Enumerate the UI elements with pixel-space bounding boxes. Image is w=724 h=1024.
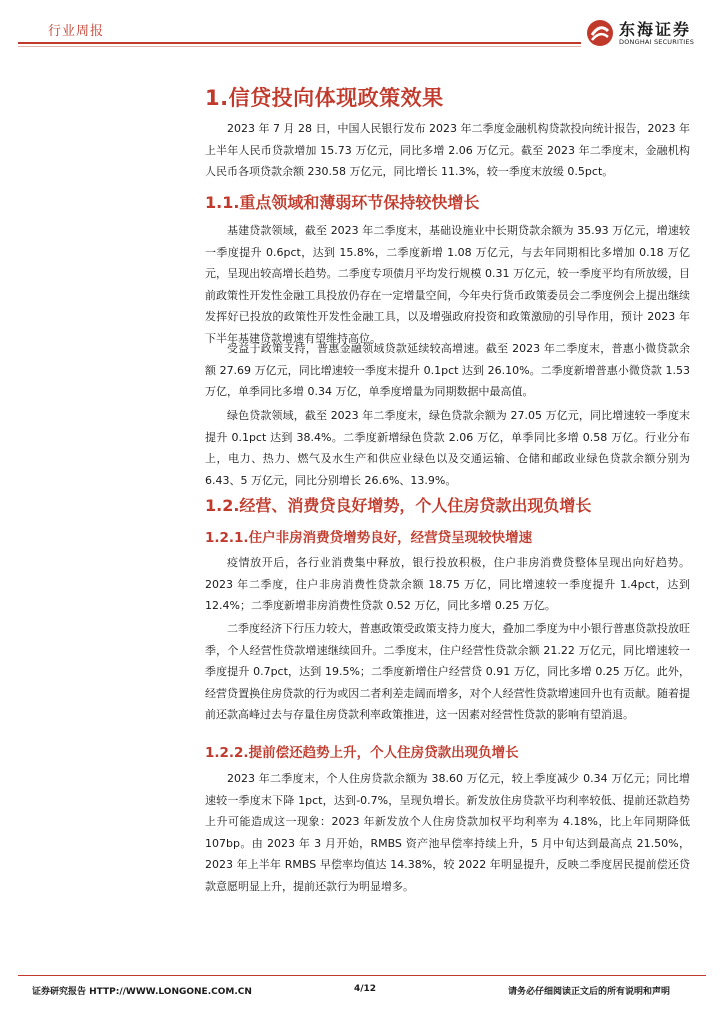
section-tag: 行业周报 [48,24,105,39]
paragraph-business-loans: 二季度经济下行压力较大，普惠政策受政策支持力度大，叠加二季度为中小银行普惠贷款投放旺季，个人经营性贷款增速继续回升。二季度末，住户经营性贷款余额 21.22 万亿元，同比增速较一季度提升 0.7pct，达到 19.5%；二季度新增住户经营贷 0.91 万亿，同比多增 0.25 万亿。此外，经营贷置换住房贷款的行为或因二者利差走阔而增多，对个人经营性贷款增速回升也有贡献。随着提前还款高峰过去与存量住房贷款利率政策推进，这一因素对经营性贷款的影响有望消退。 [205,622,690,721]
paragraph-infrastructure: 基建贷款领域，截至 2023 年二季度末，基础设施业中长期贷款余额为 35.93 万亿元，增速较一季度提升 0.6pct，达到 15.8%，二季度新增 1.08 万亿元，与去年同期相比多增加 0.18 万亿元，呈现出较高增长趋势。二季度专项债月平均发行规模 0.31 万亿元，较一季度平均有所放缓，目前政策性开发性金融工具投放仍存在一定增量空间，今年央行货币政策委员会二季度例会上提出继续发挥好已投放的政策性开发性金融工具，以及增强政府投资和政策激励的引导作用，预计 2023 年下半年基建贷款增速有望维持高位。 [205,224,690,345]
section-heading-1-2-2: 1.2.2.提前偿还趋势上升，个人住房贷款出现负增长 [205,745,519,761]
header-divider-thin [18,46,581,47]
section-heading-1-2: 1.2.经营、消费贷良好增势，个人住房贷款出现负增长 [205,496,592,515]
page-number: 4/12 [354,984,377,994]
paragraph-mortgage-loans: 2023 年二季度末，个人住房贷款余额为 38.60 万亿元，较上季度减少 0.34 万亿元；同比增速较一季度末下降 1pct，达到-0.7%，呈现负增长。新发放住房贷款平均利率较低、提前还款趋势上升可能造成这一现象：2023 年新发放个人住房贷款加权平均利率为 4.18%，比上年同期降低 107bp。由 2023 年 3 月开始，RMBS 资产池早偿率持续上升，5 月中旬达到最高点 21.50%，2023 年上半年 RMBS 早偿率均值达 14.38%，较 2022 年明显提升，反映二季度居民提前偿还贷款意愿明显上升，提前还款行为明显增多。 [205,772,690,893]
logo-mark-icon [585,18,615,48]
header-divider [18,42,581,44]
paragraph-green-loans: 绿色贷款领域，截至 2023 年二季度末，绿色贷款余额为 27.05 万亿元，同比增速较一季度末提升 0.1pct 达到 38.4%。二季度新增绿色贷款 2.06 万亿，单季同比多增 0.58 万亿。行业分布上，电力、热力、燃气及水生产和供应业绿色以及交通运输、仓储和邮政业绿色贷款余额分别为 6.43、5 万亿元，同比分别增长 26.6%、13.9%。 [205,409,690,487]
section-heading-1-2-1: 1.2.1.住户非房消费贷增势良好，经营贷呈现较快增速 [205,530,533,546]
paragraph-overview: 2023 年 7 月 28 日，中国人民银行发布 2023 年二季度金融机构贷款投向统计报告，2023 年上半年人民币贷款增加 15.73 万亿元，同比多增 2.06 万亿元。截至 2023 年二季度末，金融机构人民币各项贷款余额 230.58 万亿元，同比增长 11.3%，较一季度末放缓 0.5pct。 [205,122,690,178]
paragraph-inclusive-finance: 受益于政策支持，普惠金融领域贷款延续较高增速。截至 2023 年二季度末，普惠小微贷款余额 27.69 万亿元，同比增速较一季度末提升 0.1pct 达到 26.10%。二季度新增普惠小微贷款 1.53 万亿，单季同比多增 0.34 万亿，单季度增量为同期数据中最高值。 [205,342,690,398]
company-logo [585,14,710,56]
paragraph-consumer-loans: 疫情放开后，各行业消费集中释放，银行投放积极，住户非房消费贷整体呈现出向好趋势。2023 年二季度，住户非房消费性贷款余额 18.75 万亿，同比增速较一季度提升 1.4pct，达到 12.4%；二季度新增非房消费性贷款 0.52 万亿，同比多增 0.25 万亿。 [205,556,690,612]
section-heading-1-1: 1.1.重点领域和薄弱环节保持较快增长 [205,193,480,212]
section-heading-1: 1.信贷投向体现政策效果 [205,86,444,110]
footer-divider [18,975,706,976]
footer-source: 证券研究报告 HTTP://WWW.LONGONE.COM.CN [32,987,252,997]
logo-name: 东海证券 [619,20,692,39]
footer-disclaimer: 请务必仔细阅读正文后的所有说明和声明 [508,987,671,997]
logo-subtitle: DONGHAI SECURITIES [619,38,695,46]
